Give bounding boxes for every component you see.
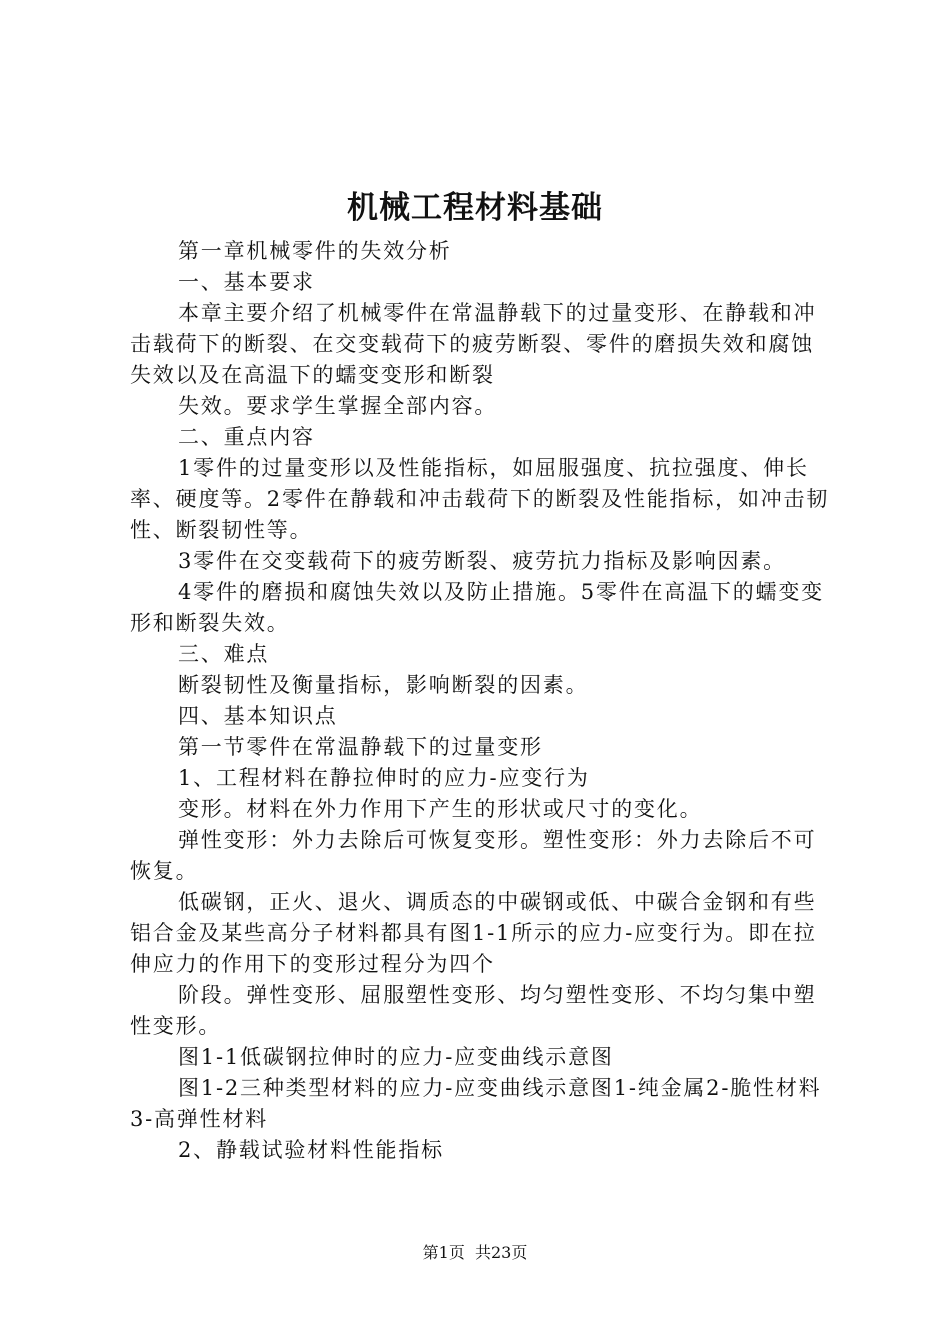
body-paragraph: 阶段。弹性变形、屈服塑性变形、均匀塑性变形、不均匀集中塑性变形。 [130,983,817,1038]
section-heading: 四、基本知识点 [178,704,338,728]
page-number: 第1页 共23页 [422,1243,528,1262]
section-heading: 三、难点 [178,642,270,666]
figure-caption: 图1-2三种类型材料的应力-应变曲线示意图1-纯金属2-脆性材料3-高弹性材料 [130,1076,822,1131]
body-paragraph: 1零件的过量变形以及性能指标，如屈服强度、抗拉强度、伸长率、硬度等。2零件在静载和冲击载荷下的断裂及性能指标，如冲击韧性、断裂韧性等。 [130,456,830,542]
section-heading: 一、基本要求 [178,270,315,294]
body-paragraph: 4零件的磨损和腐蚀失效以及防止措施。5零件在高温下的蠕变变形和断裂失效。 [130,580,824,635]
body-paragraph: 本章主要介绍了机械零件在常温静载下的过量变形、在静载和冲击载荷下的断裂、在交变载荷下的疲劳断裂、零件的磨损失效和腐蚀失效以及在高温下的蠕变变形和断裂 [130,301,817,387]
chapter-heading: 第一章机械零件的失效分析 [178,239,452,263]
body-paragraph: 低碳钢，正火、退火、调质态的中碳钢或低、中碳合金钢和有些铝合金及某些高分子材料都具有图1-1所示的应力-应变行为。即在拉伸应力的作用下的变形过程分为四个 [130,890,817,976]
body-paragraph: 断裂韧性及衡量指标，影响断裂的因素。 [178,673,589,697]
body-paragraph: 1、工程材料在静拉伸时的应力-应变行为 [178,766,590,790]
figure-caption: 图1-1低碳钢拉伸时的应力-应变曲线示意图 [178,1045,614,1069]
document-title: 机械工程材料基础 [347,190,603,226]
body-paragraph: 失效。要求学生掌握全部内容。 [178,394,498,418]
body-paragraph: 2、静载试验材料性能指标 [178,1138,444,1162]
page-footer [0,1242,950,1264]
body-paragraph: 变形。材料在外力作用下产生的形状或尺寸的变化。 [178,797,703,821]
body-paragraph: 3零件在交变载荷下的疲劳断裂、疲劳抗力指标及影响因素。 [178,549,786,573]
section-heading: 二、重点内容 [178,425,315,449]
body-paragraph: 弹性变形：外力去除后可恢复变形。塑性变形：外力去除后不可恢复。 [130,828,817,883]
document-body [130,236,836,1166]
subsection-heading: 第一节零件在常温静载下的过量变形 [178,735,543,759]
